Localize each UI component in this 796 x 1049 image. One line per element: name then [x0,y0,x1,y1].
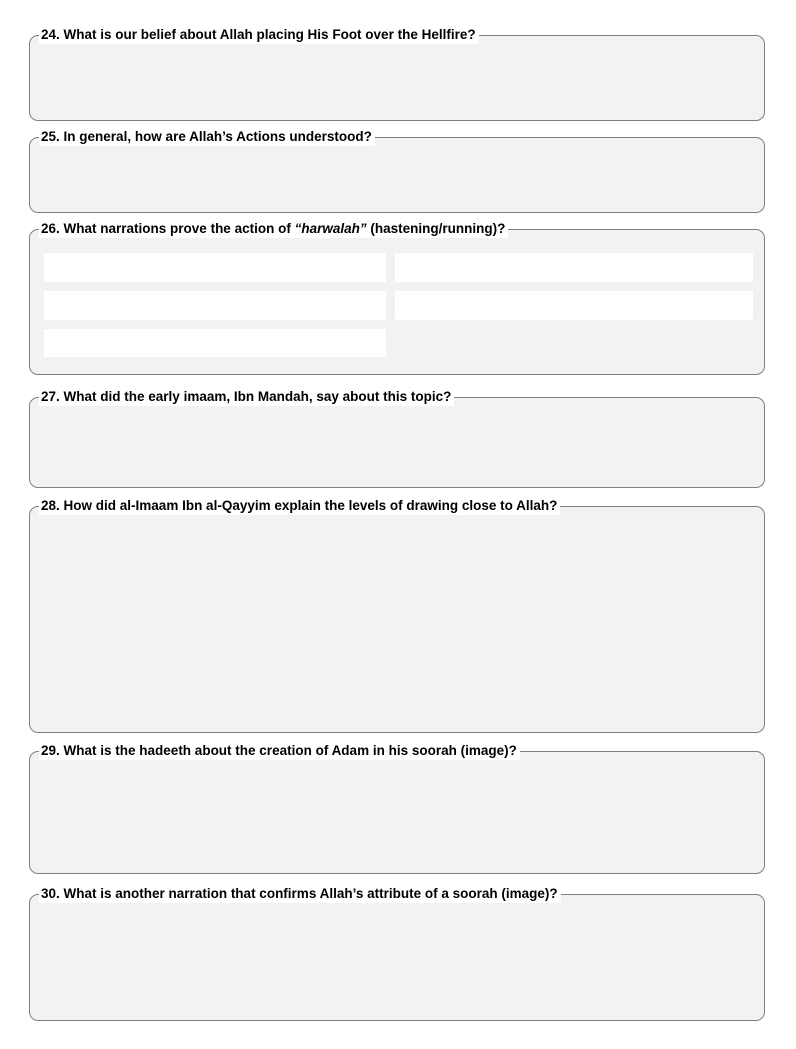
question-26-box [29,221,765,375]
question-24-label [39,26,479,44]
answer-field-4[interactable] [395,291,753,320]
question-27-label [39,388,454,406]
question-27-box[interactable] [29,389,765,488]
question-28-label [39,497,560,515]
question-25-box[interactable] [29,129,765,213]
question-29-label [39,742,520,760]
answer-field-2[interactable] [395,253,753,282]
question-number: 24. [41,27,60,42]
question-number: 27. [41,389,60,404]
answer-field-1[interactable] [44,253,386,282]
question-number: 28. [41,498,60,513]
question-text-italic: “harwalah” [294,221,367,236]
answer-field-3[interactable] [44,291,386,320]
question-text: How did al-Imaam Ibn al-Qayyim explain the levels of drawing close to Allah? [63,498,558,513]
question-number: 29. [41,743,60,758]
question-29-box[interactable] [29,743,765,874]
question-number: 25. [41,129,60,144]
answer-field-5[interactable] [44,329,386,357]
question-text: What is another narration that confirms Allah’s attribute of a soorah (image)? [63,886,558,901]
question-text: What narrations prove the action of [63,221,295,236]
question-text: In general, how are Allah’s Actions understood? [63,129,372,144]
question-text: What is the hadeeth about the creation of Adam in his soorah (image)? [63,743,517,758]
question-text: What did the early imaam, Ibn Mandah, say about this topic? [63,389,452,404]
question-25-label [39,128,375,146]
question-text: What is our belief about Allah placing His Foot over the Hellfire? [63,27,476,42]
question-30-box[interactable] [29,886,765,1021]
question-number: 30. [41,886,60,901]
question-24-box[interactable] [29,27,765,121]
question-28-box[interactable] [29,498,765,733]
question-26-label [39,220,508,238]
question-number: 26. [41,221,60,236]
question-text-end: (hastening/running)? [366,221,506,236]
question-30-label [39,885,561,903]
